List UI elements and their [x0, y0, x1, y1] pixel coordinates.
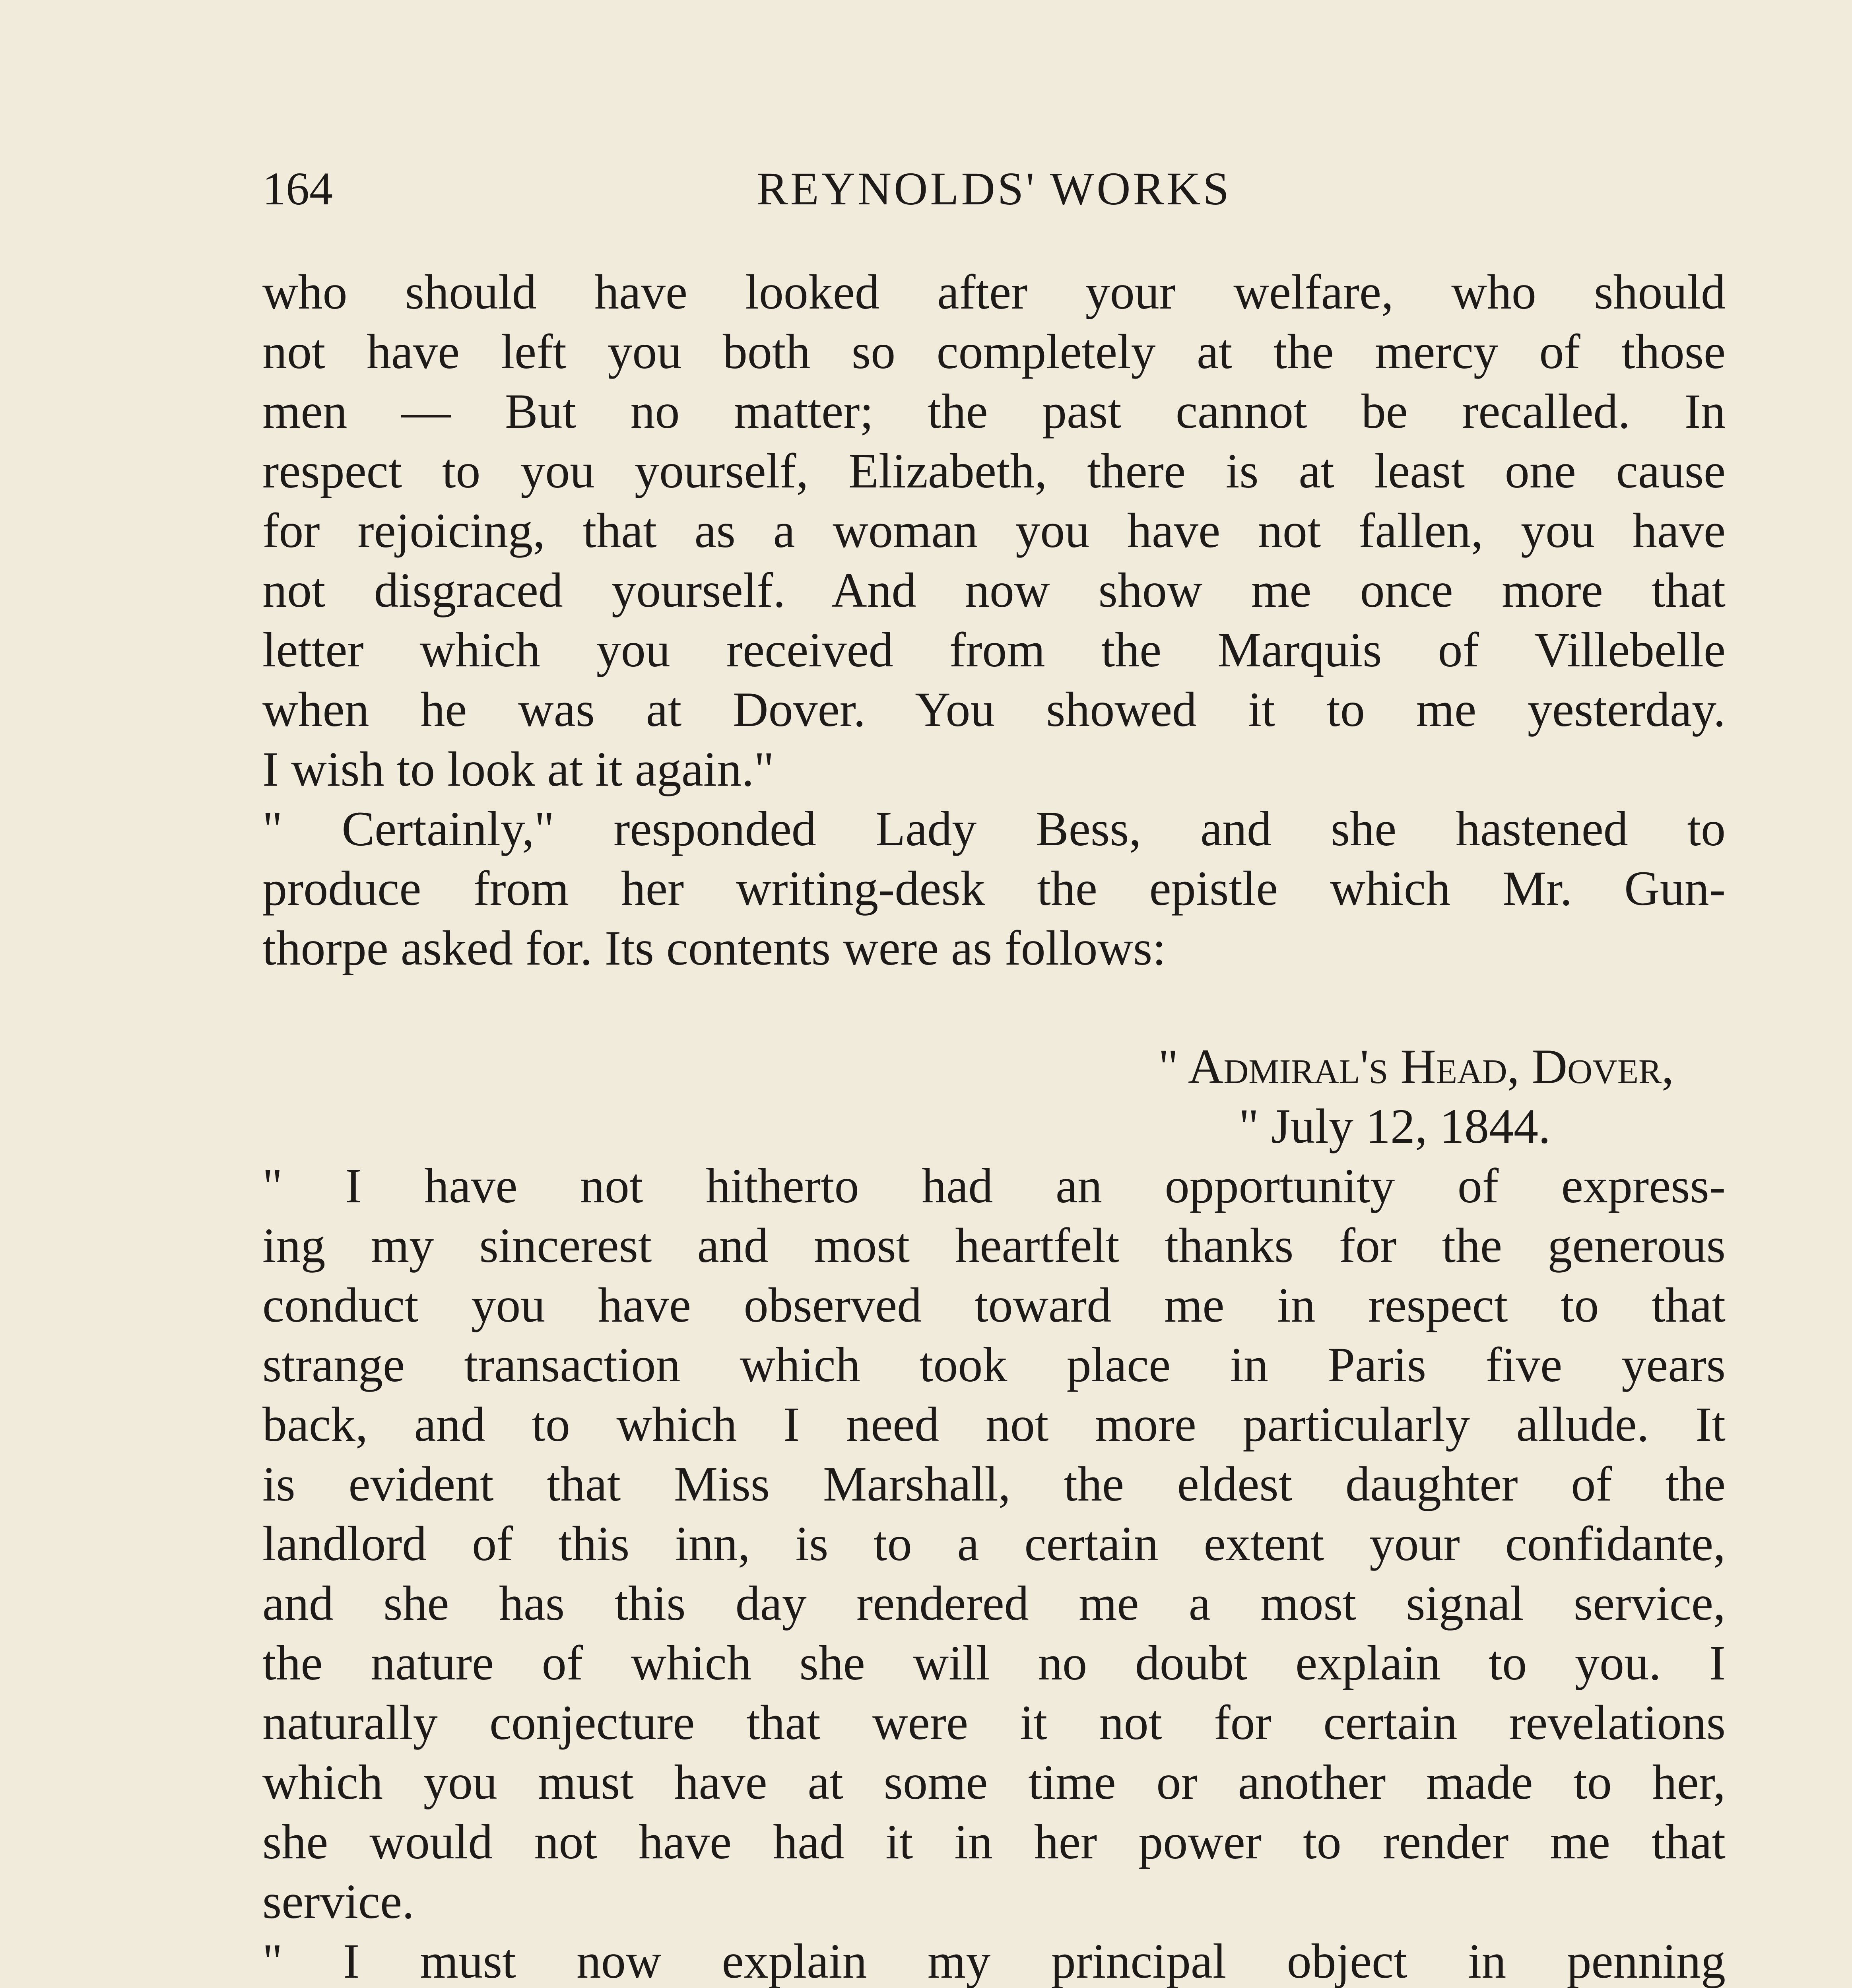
- text-line: landlord of this inn, is to a certain extent your confidante,: [262, 1516, 1726, 1571]
- text-line: men — But no matter; the past cannot be recalled. In: [262, 384, 1726, 439]
- text-line: is evident that Miss Marshall, the eldest daughter of the: [262, 1457, 1726, 1511]
- text-line: respect to you yourself, Elizabeth, there is at least one cause: [262, 444, 1726, 498]
- paragraph-3: [262, 1156, 1726, 1932]
- spacer: [262, 978, 1726, 1037]
- text-line: service.: [262, 1874, 415, 1929]
- running-title: REYNOLDS' WORKS: [756, 163, 1232, 215]
- text-line: who should have looked after your welfare, who should: [262, 265, 1726, 319]
- text-line: back, and to which I need not more particularly allude. It: [262, 1397, 1726, 1452]
- letter-heading-place: " Admiral's Head, Dover,: [1158, 1039, 1674, 1094]
- text-line: for rejoicing, that as a woman you have not fallen, you have: [262, 503, 1726, 558]
- paragraph-2: [262, 799, 1726, 978]
- text-line: the nature of which she will no doubt explain to you. I: [262, 1636, 1726, 1690]
- text-line: not disgraced yourself. And now show me once more that: [262, 563, 1726, 617]
- text-line: not have left you both so completely at the mercy of those: [262, 324, 1726, 379]
- paragraph-4: [262, 1932, 1726, 1988]
- page-header: [262, 157, 1726, 221]
- page-number: 164: [262, 163, 333, 215]
- text-line: ing my sincerest and most heartfelt thanks for the generous: [262, 1218, 1726, 1273]
- body-text: [262, 262, 1726, 1988]
- letter-heading-date: " July 12, 1844.: [1239, 1099, 1551, 1153]
- text-line: she would not have had it in her power to render me that: [262, 1815, 1726, 1869]
- text-line: naturally conjecture that were it not for certain revelations: [262, 1695, 1726, 1750]
- paragraph-1: [262, 262, 1726, 799]
- text-line: " I have not hitherto had an opportunity of express-: [262, 1159, 1726, 1213]
- text-line: which you must have at some time or another made to her,: [262, 1755, 1726, 1809]
- text-line: when he was at Dover. You showed it to me yesterday.: [262, 682, 1726, 737]
- text-line: conduct you have observed toward me in respect to that: [262, 1278, 1726, 1332]
- text-line: I wish to look at it again.": [262, 742, 774, 796]
- text-line: and she has this day rendered me a most signal service,: [262, 1576, 1726, 1631]
- text-line: " I must now explain my principal object in penning: [262, 1934, 1726, 1988]
- text-line: " Certainly," responded Lady Bess, and she hastened to: [262, 802, 1726, 856]
- text-line: produce from her writing-desk the epistle which Mr. Gun-: [262, 861, 1726, 916]
- text-line: letter which you received from the Marquis of Villebelle: [262, 623, 1726, 677]
- letter-heading: [262, 1037, 1726, 1156]
- text-line: strange transaction which took place in Paris five years: [262, 1338, 1726, 1392]
- text-line: thorpe asked for. Its contents were as follows:: [262, 921, 1166, 975]
